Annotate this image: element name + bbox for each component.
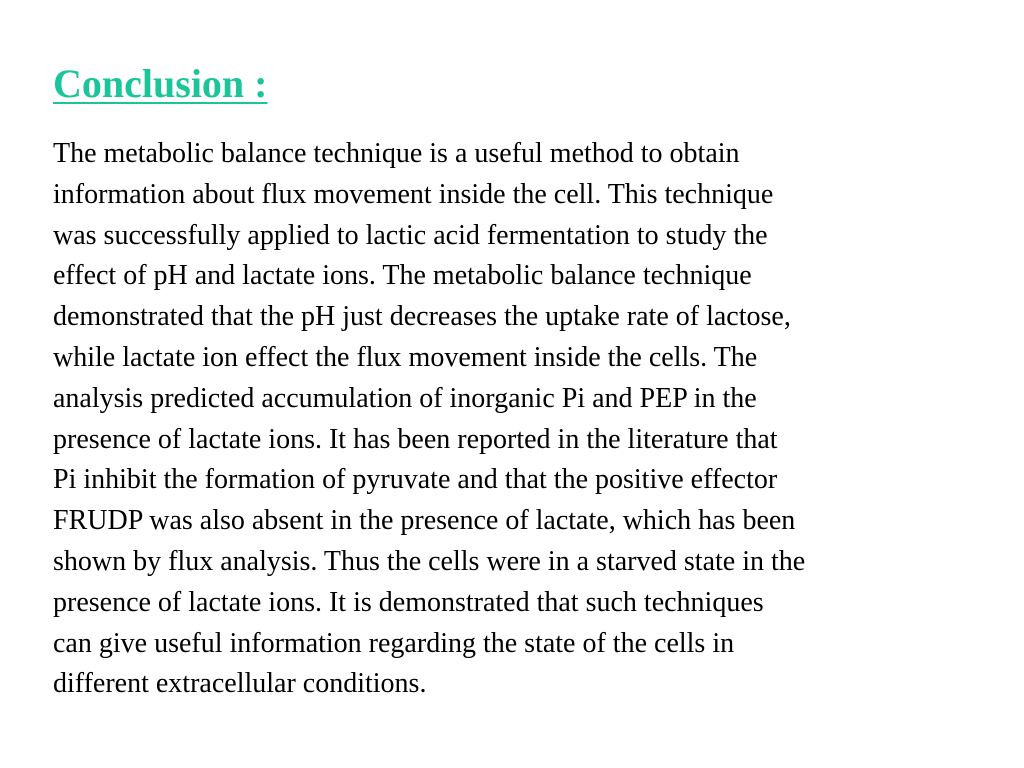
conclusion-paragraph [53, 134, 1003, 705]
paragraph-line: analysis predicted accumulation of inorganic Pi and PEP in the [53, 382, 757, 414]
paragraph-line: presence of lactate ions. It is demonstrated that such techniques [53, 586, 764, 618]
paragraph-line: can give useful information regarding the state of the cells in [53, 627, 735, 659]
paragraph-line: effect of pH and lactate ions. The metabolic balance technique [53, 260, 752, 292]
paragraph-line: The metabolic balance technique is a useful method to obtain [53, 138, 740, 169]
paragraph-line: shown by flux analysis. Thus the cells were in a starved state in the [53, 545, 806, 577]
paragraph-line: demonstrated that the pH just decreases the uptake rate of lactose, [53, 301, 791, 333]
paragraph-line: while lactate ion effect the flux movement inside the cells. The [53, 341, 758, 373]
paragraph-line: different extracellular conditions. [53, 668, 427, 700]
paragraph-line: presence of lactate ions. It has been reported in the literature that [53, 423, 778, 455]
paragraph-line: Pi inhibit the formation of pyruvate and that the positive effector [53, 464, 778, 496]
slide-title: Conclusion : [53, 61, 268, 106]
paragraph-line: was successfully applied to lactic acid fermentation to study the [53, 219, 768, 251]
paragraph-line: FRUDP was also absent in the presence of lactate, which has been [53, 505, 796, 537]
paragraph-line: information about flux movement inside the cell. This technique [53, 178, 774, 210]
